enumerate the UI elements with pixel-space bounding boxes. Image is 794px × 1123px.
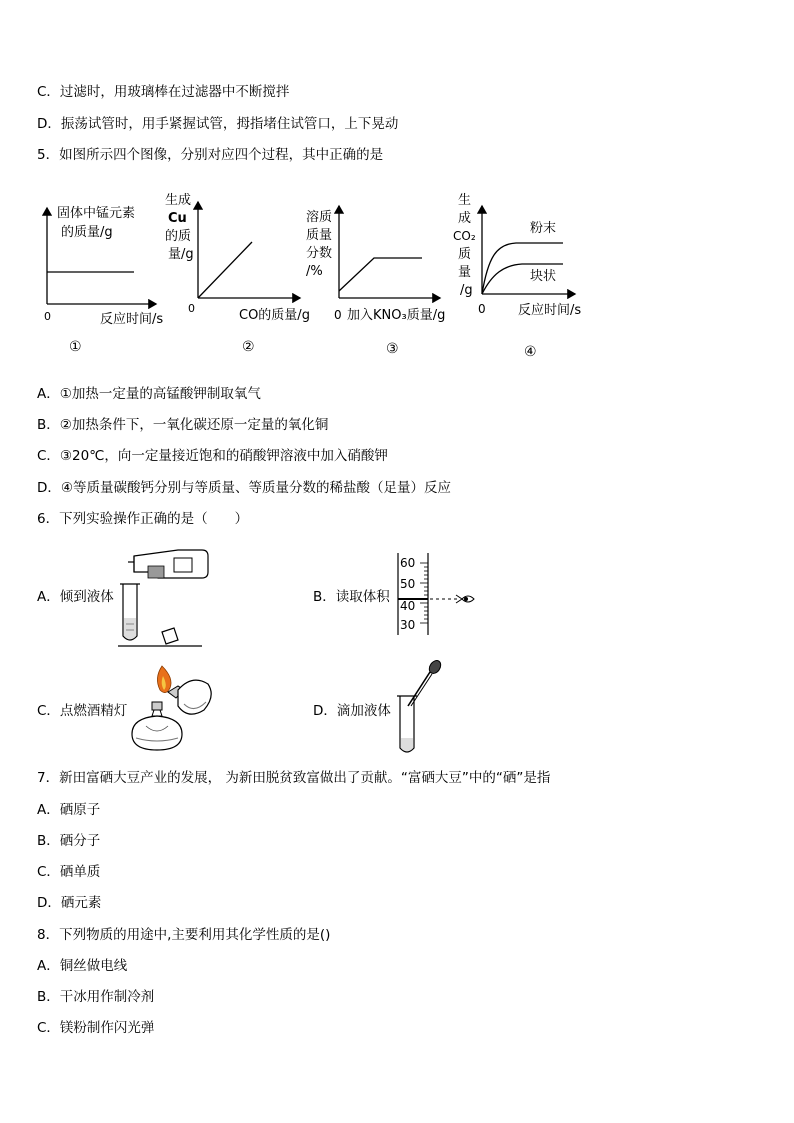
eye-icon	[462, 596, 474, 602]
graph-4-ylabel-line-5: 量	[458, 265, 472, 280]
adding-liquid-dropwise-illustration	[390, 658, 450, 758]
graph-1	[44, 205, 163, 355]
graph-4-ylabel-line-4: 质	[458, 247, 472, 262]
graph-2-ylabel-line-4: 量/g	[168, 247, 194, 262]
q5-option-d: D．④等质量碳酸钙分别与等质量、等质量分数的稀盐酸（足量）反应	[37, 480, 451, 496]
graph-4-origin: 0	[478, 302, 486, 316]
graph-1-origin: 0	[44, 310, 51, 323]
graph-3-ylabel-line-2: 质量	[306, 228, 333, 243]
cylinder-tick-40: 40	[400, 599, 416, 613]
graph-3-ylabel-line-3: 分数	[306, 246, 333, 261]
q5-option-c: C．③20℃，向一定量接近饱和的硝酸钾溶液中加入硝酸钾	[37, 448, 388, 464]
cylinder-tick-60: 60	[400, 556, 416, 570]
q6-option-c: C．点燃酒精灯	[37, 703, 128, 719]
graph-2-curve	[198, 242, 252, 298]
graph-2-ylabel-line-2: Cu	[168, 211, 187, 226]
graph-4-label-block: 块状	[530, 269, 557, 284]
graph-1-ylabel-line-2: 的质量/g	[61, 225, 113, 240]
graph-2-xlabel: CO的质量/g	[239, 308, 310, 323]
cylinder-tick-50: 50	[400, 577, 416, 591]
lighting-alcohol-lamp-illustration	[120, 662, 216, 756]
q5-stem: 5．如图所示四个图像，分别对应四个过程，其中正确的是	[37, 147, 384, 163]
graph-4-ylabel-line-2: 成	[458, 211, 472, 226]
q6-option-d: D．滴加液体	[313, 703, 391, 719]
graph-4	[453, 192, 581, 360]
graph-1-number: ①	[69, 339, 82, 355]
q7-option-b: B．硒分子	[37, 833, 101, 849]
q8-option-a: A．铜丝做电线	[37, 958, 128, 974]
q7-option-c: C．硒单质	[37, 864, 101, 880]
q5-option-a: A．①加热一定量的高锰酸钾制取氧气	[37, 386, 261, 402]
q8-option-c: C．镁粉制作闪光弹	[37, 1020, 155, 1036]
graph-3	[306, 206, 445, 357]
graph-4-xlabel: 反应时间/s	[518, 303, 582, 318]
graph-2-ylabel-line-1: 生成	[165, 193, 192, 208]
q6-option-a: A．倾到液体	[37, 589, 114, 605]
graph-4-ylabel-line-1: 生	[458, 193, 472, 208]
cylinder-tick-30: 30	[400, 618, 416, 632]
graph-4-ylabel-line-3: CO₂	[453, 229, 476, 243]
graph-3-curve	[339, 258, 422, 291]
graph-4-number: ④	[524, 344, 537, 360]
graph-3-ylabel-line-4: /%	[306, 264, 323, 279]
q7-option-a: A．硒原子	[37, 802, 101, 818]
q4-option-c: C．过滤时，用玻璃棒在过滤器中不断搅拌	[37, 84, 290, 100]
q6-option-b: B．读取体积	[313, 589, 390, 605]
q5-option-b: B．②加热条件下，一氧化碳还原一定量的氧化铜	[37, 417, 329, 433]
q7-stem: 7．新田富硒大豆产业的发展， 为新田脱贫致富做出了贡献。“富硒大豆”中的“硒”是指	[37, 770, 551, 786]
graph-3-ylabel-line-1: 溶质	[306, 210, 333, 225]
q6-stem: 6．下列实验操作正确的是（ ）	[37, 511, 249, 527]
graph-2-origin: 0	[188, 302, 195, 315]
pouring-liquid-illustration	[118, 544, 210, 650]
q4-option-d: D．振荡试管时，用手紧握试管，拇指堵住试管口，上下晃动	[37, 116, 399, 132]
q8-stem: 8．下列物质的用途中,主要利用其化学性质的是()	[37, 927, 331, 943]
q7-option-d: D．硒元素	[37, 895, 102, 911]
graph-3-origin: 0	[334, 308, 342, 322]
graph-4-label-powder: 粉末	[530, 221, 557, 236]
graph-2-number: ②	[242, 339, 255, 355]
graph-1-ylabel-line-1: 固体中锰元素	[57, 206, 136, 221]
graph-4-ylabel-line-6: /g	[460, 283, 473, 298]
graph-2	[165, 192, 310, 355]
graph-1-xlabel: 反应时间/s	[100, 312, 164, 327]
graph-3-xlabel: 加入KNO₃质量/g	[347, 308, 446, 323]
q5-graphs-figure	[30, 188, 600, 363]
reading-volume-illustration	[390, 551, 490, 639]
graph-3-number: ③	[386, 341, 399, 357]
graph-2-ylabel-line-3: 的质	[165, 229, 192, 244]
q8-option-b: B．干冰用作制冷剂	[37, 989, 155, 1005]
